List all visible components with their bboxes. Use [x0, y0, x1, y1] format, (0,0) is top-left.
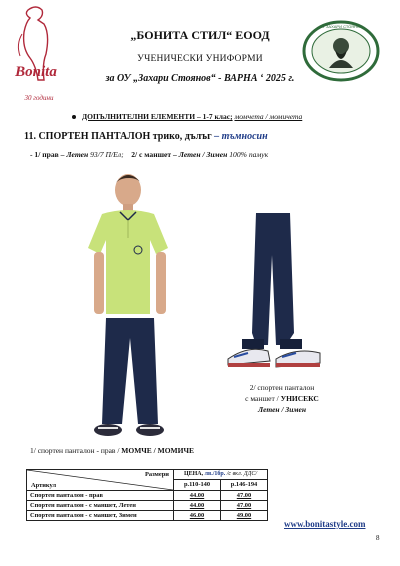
photo1-caption [30, 446, 194, 455]
price-label: ЦЕНА, [183, 471, 204, 478]
variant1-fabric: 93/7 П/Ел; [90, 150, 124, 159]
price-cell [174, 491, 221, 501]
photo2-caption-line1: 2/ спортен панталон [249, 383, 315, 392]
seal-text: ОУ ЗАХАРИ СТОЯНОВ [319, 24, 363, 29]
item-title [24, 131, 268, 142]
price-cell [221, 501, 268, 511]
article-cell: Спортен панталон - с маншет, Зимен [27, 511, 174, 521]
bullet-extra-elements [72, 112, 302, 121]
company-name: „БОНИТА СТИЛ“ ЕООД [130, 28, 270, 42]
table-row [27, 501, 268, 511]
item-title-text: 11. СПОРТЕН ПАНТАЛОН трико, дълъг [24, 131, 212, 142]
price-header [174, 470, 268, 480]
size-header: р.146-194 [221, 479, 268, 490]
item-color: – тъмносин [214, 131, 268, 142]
photo2-caption-line2 [222, 393, 342, 404]
price-cell [174, 501, 221, 511]
price-cell [221, 491, 268, 501]
price-cell [221, 511, 268, 521]
price-cell [174, 511, 221, 521]
variant2-label: 2/ с маншет – [131, 150, 177, 159]
photo2-caption-line3: Летен / Зимен [257, 405, 307, 414]
table-row [27, 491, 268, 501]
variant2-fabric: 100% памук [229, 150, 269, 159]
table-row [27, 511, 268, 521]
page-number: 8 [376, 534, 380, 542]
logo-years: 30 години [24, 94, 54, 102]
photo2-caption [222, 382, 342, 415]
photo2-unisex: УНИСЕКС [280, 394, 319, 403]
photo1-caption-text: 1/ спортен панталон - прав / [30, 446, 122, 455]
price-value: 47.00 [236, 502, 252, 509]
price-note: /с вкл. ДДС/ [226, 471, 258, 478]
corner-article-label: Артикул [31, 482, 57, 489]
corner-sizes-label: Размери [144, 471, 169, 478]
price-value: 44.00 [189, 492, 205, 499]
price-value: 47.00 [236, 492, 252, 499]
logo-brand-text: Bonita [15, 64, 57, 80]
website-link[interactable]: www.bonitastyle.com [284, 519, 366, 529]
size-header: р.110-140 [174, 479, 221, 490]
article-cell: Спортен панталон - с маншет, Летен [27, 501, 174, 511]
bullet-main-text: ДОПЪЛНИТЕЛНИ ЕЛЕМЕНТИ – 1-7 клас; [82, 112, 233, 121]
article-cell: Спортен панталон - прав [27, 491, 174, 501]
photo1-gender: МОМЧЕ / МОМИЧЕ [121, 446, 194, 455]
table-corner-cell [27, 470, 174, 491]
price-value: 46.00 [189, 512, 205, 519]
variant1-label: - 1/ прав – [30, 150, 65, 159]
price-value: 49.00 [236, 512, 252, 519]
variant2-season: Летен / Зимен [178, 150, 228, 159]
page-title: УЧЕНИЧЕСКИ УНИФОРМИ [137, 54, 263, 64]
bullet-icon [72, 115, 76, 119]
boy-photo [80, 168, 180, 440]
photo2-caption-line2a: с маншет / [245, 394, 281, 403]
price-unit: лв./1бр. [204, 471, 226, 478]
pants-cuff-photo [222, 213, 332, 383]
variants-line [30, 150, 268, 159]
price-value: 44.00 [189, 502, 205, 509]
variant1-season: Летен [66, 150, 89, 159]
school-line: за ОУ „Захари Стоянов“ - ВАРНА ‘ 2025 г. [105, 73, 295, 84]
bullet-sub-text: момчета / момичета [234, 112, 303, 121]
price-table [26, 469, 268, 521]
